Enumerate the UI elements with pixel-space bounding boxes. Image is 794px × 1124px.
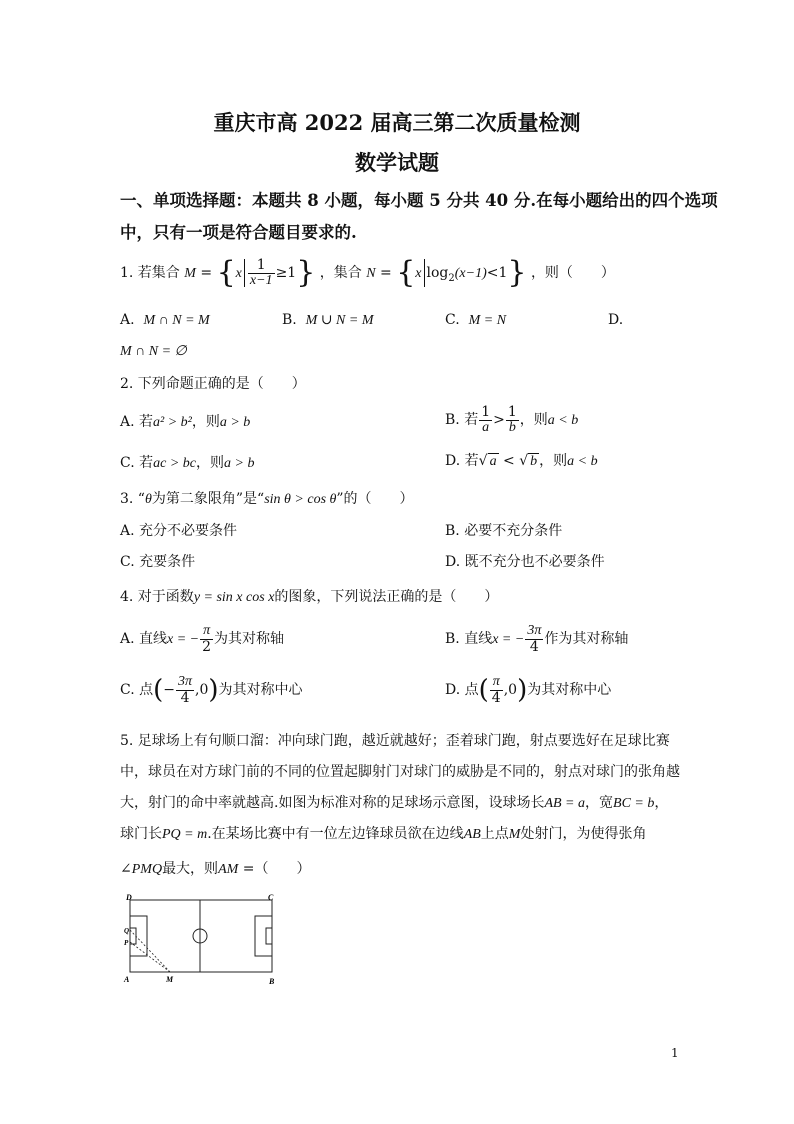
section-header-line2: 中，只有一项是符合题目要求的.	[120, 223, 357, 242]
question-5-line4: 球门长PQ = m.在某场比赛中有一位左边锋球员欲在边线AB上点M处射门，为使得张角	[120, 826, 647, 842]
question-5-line1: 5. 足球场上有句顺口溜：冲向球门跑，越近就越好；歪着球门跑，射点要选好在足球比赛	[120, 733, 670, 749]
question-1-option-d-label: D.	[608, 312, 624, 328]
question-3-stem: 3. “θ为第二象限角”是“sin θ > cos θ”的（ ）	[120, 491, 414, 507]
fraction-1-over-x-minus-1: $\frac{1}{x-1}$	[249, 256, 273, 288]
question-3-option-c: C. 充要条件	[120, 554, 196, 570]
label-q: Q	[124, 927, 130, 935]
question-4-option-d: D. 点( $\frac{\pi}{4}$ ,0)为其对称中心	[445, 673, 612, 706]
label-m: M	[166, 975, 174, 984]
section-header-line1: 一、单项选择题：本题共 8 小题，每小题 5 分共 40 分.在每小题给出的四个选项	[120, 191, 718, 210]
question-4-stem: 4. 对于函数y = sin x cos x的图象，下列说法正确的是（ ）	[120, 589, 499, 605]
question-5-line3: 大，射门的命中率就越高.如图为标准对称的足球场示意图，设球场长AB = a，宽BC = b，	[120, 795, 669, 811]
field-boundary	[130, 900, 272, 972]
right-penalty-box	[255, 916, 272, 956]
question-1-option-c: C. M = N	[445, 312, 507, 328]
question-5-line5: ∠PMQ最大，则AM =（ ）	[120, 861, 311, 877]
question-2-option-a: A. 若a² > b²，则a > b	[120, 414, 251, 430]
page-subtitle: 数学试题	[355, 150, 439, 175]
question-4-option-a: A. 直线x = − $\frac{\pi}{2}$ 为其对称轴	[120, 622, 285, 655]
question-1-option-b: B. M ∪ N = M	[282, 312, 374, 328]
page-number: 1	[671, 1046, 679, 1060]
question-1-stem: 1. 若集合 M = {x $\frac{1}{x-1}$ ≥1} ，集合 N = {x $\log_2(x-1)<1$} ，则（ ）	[120, 255, 615, 290]
label-a: A	[124, 975, 130, 984]
page-title: 重庆市高 2022 届高三第二次质量检测	[213, 110, 581, 135]
label-b: B	[269, 977, 275, 986]
question-3-option-d: D. 既不充分也不必要条件	[445, 554, 605, 570]
question-3-option-a: A. 充分不必要条件	[120, 523, 238, 539]
question-2-option-b: B. 若 $\frac{1}{a}$ > $\frac{1}{b}$ ，则a < b	[445, 403, 579, 435]
question-4-option-b: B. 直线x = − $\frac{3\pi}{4}$ 作为其对称轴	[445, 622, 629, 655]
question-5-line2: 中，球员在对方球门前的不同的位置起脚射门对球门的威胁是不同的，射点对球门的张角越	[120, 764, 680, 780]
left-penalty-box	[130, 916, 147, 956]
question-2-stem: 2. 下列命题正确的是（ ）	[120, 376, 306, 392]
label-c: C	[268, 893, 274, 902]
line-pm	[130, 942, 170, 972]
question-1-option-d: M ∩ N = ∅	[120, 344, 187, 359]
question-2-option-c: C. 若ac > bc，则a > b	[120, 455, 255, 471]
soccer-field-diagram	[118, 890, 283, 990]
question-1-option-a: A. M ∩ N = M	[120, 312, 210, 328]
label-p: P	[124, 939, 129, 947]
question-2-option-d: D. 若√ a < √ b ，则a < b	[445, 453, 598, 469]
label-d: D	[126, 893, 132, 902]
right-goal-box	[266, 928, 272, 944]
line-qm	[130, 930, 170, 972]
question-3-option-b: B. 必要不充分条件	[445, 523, 563, 539]
question-4-option-c: C. 点(− $\frac{3\pi}{4}$ ,0)为其对称中心	[120, 673, 303, 706]
